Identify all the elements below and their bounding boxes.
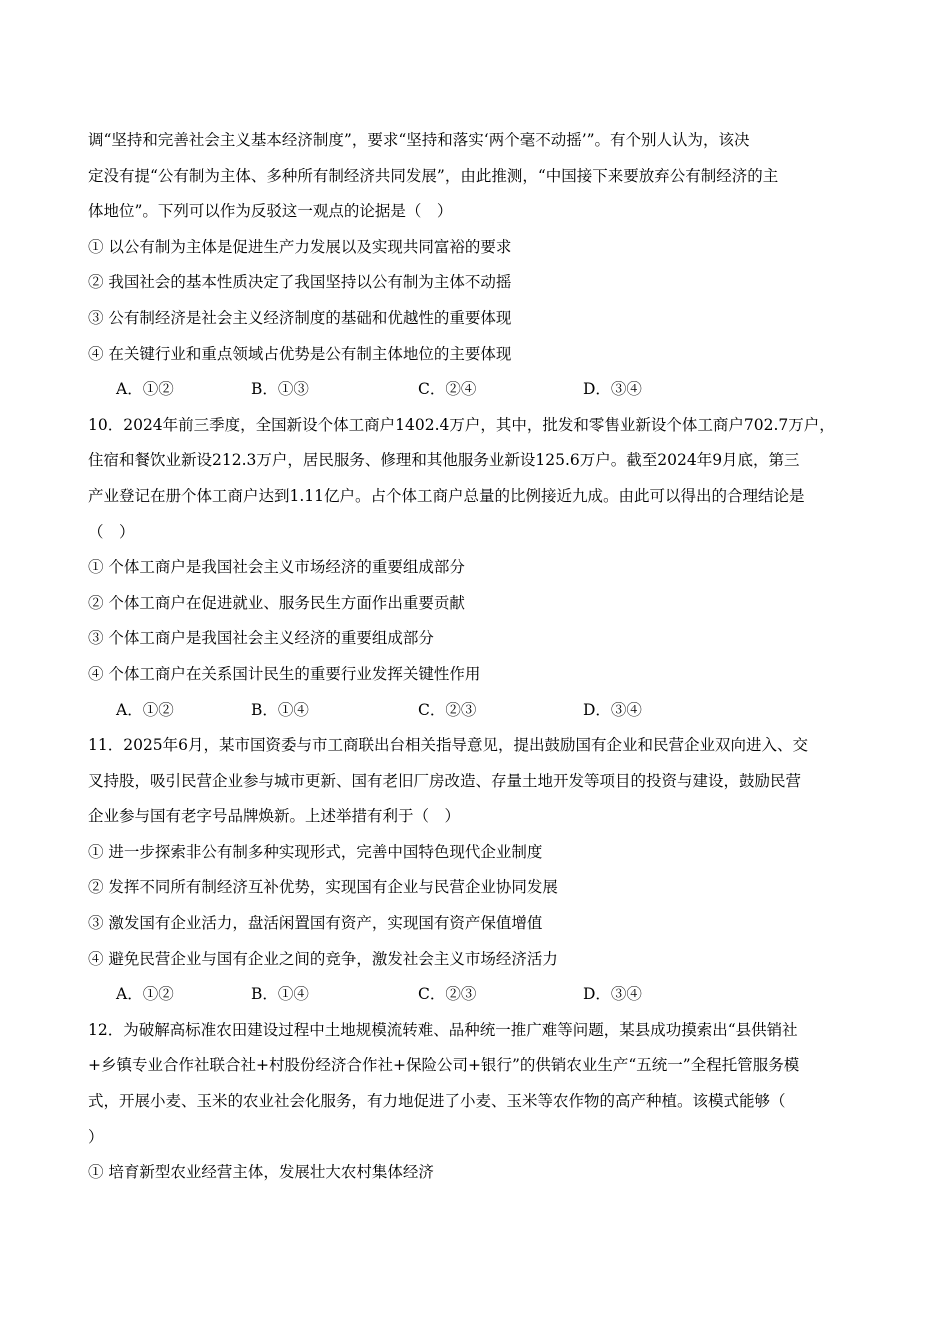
statement-item: ④ 个体工商户在关系国计民生的重要行业发挥关键性作用: [88, 664, 481, 683]
statement-item: ② 我国社会的基本性质决定了我国坚持以公有制为主体不动摇: [88, 273, 512, 292]
option-b[interactable]: B．①③: [251, 380, 309, 399]
option-d[interactable]: D．③④: [583, 985, 642, 1004]
option-d[interactable]: D．③④: [583, 380, 642, 399]
statement-item: ① 培育新型农业经营主体，发展壮大农村集体经济: [88, 1163, 434, 1182]
question-stem-line: （ ）: [88, 522, 135, 541]
question-stem-line: 12．为破解高标准农田建设过程中土地规模流转难、品种统一推广难等问题，某县成功摸索出“县供销社: [88, 1020, 798, 1039]
option-b[interactable]: B．①④: [251, 700, 309, 719]
answer-options: [88, 977, 864, 1013]
option-a[interactable]: A．①②: [116, 985, 174, 1004]
question-stem-line: 10．2024年前三季度，全国新设个体工商户1402.4万户，其中，批发和零售业新设个体工商户702.7万户，: [88, 415, 835, 434]
answer-options: [88, 372, 864, 408]
statement-item: ② 个体工商户在促进就业、服务民生方面作出重要贡献: [88, 593, 465, 612]
question-11: [88, 728, 864, 1013]
statement-item: ④ 避免民营企业与国有企业之间的竞争，激发社会主义市场经济活力: [88, 949, 558, 968]
question-stem-line: 叉持股，吸引民营企业参与城市更新、国有老旧厂房改造、存量土地开发等项目的投资与建设，鼓励民营: [88, 771, 802, 790]
question-stem-line: 产业登记在册个体工商户达到1.11亿户。占个体工商户总量的比例接近九成。由此可以得出的合理结论是: [88, 486, 805, 505]
option-a[interactable]: A．①②: [116, 700, 174, 719]
option-d[interactable]: D．③④: [583, 700, 642, 719]
question-12: [88, 1013, 864, 1191]
option-c[interactable]: C．②③: [418, 985, 477, 1004]
page-content: [88, 123, 864, 1191]
option-a[interactable]: A．①②: [116, 380, 174, 399]
question-stem-line: 住宿和餐饮业新设212.3万户，居民服务、修理和其他服务业新设125.6万户。截至2024年9月底，第三: [88, 451, 800, 470]
statement-item: ① 进一步探索非公有制多种实现形式，完善中国特色现代企业制度: [88, 842, 543, 861]
question-stem-line: 式，开展小麦、玉米的农业社会化服务，有力地促进了小麦、玉米等农作物的高产种植。该模式能够（: [88, 1092, 786, 1111]
question-9: [88, 123, 864, 408]
option-c[interactable]: C．②④: [418, 380, 477, 399]
statement-item: ③ 公有制经济是社会主义经济制度的基础和优越性的重要体现: [88, 308, 512, 327]
answer-options: [88, 693, 864, 729]
question-stem-line: 调“坚持和完善社会主义基本经济制度”，要求“坚持和落实‘两个毫不动摇’”。有个别人认为，该决: [88, 131, 750, 149]
question-stem-line: ）: [88, 1127, 104, 1146]
question-stem-line: 企业参与国有老字号品牌焕新。上述举措有利于（ ）: [88, 807, 461, 826]
statement-item: ③ 个体工商户是我国社会主义经济的重要组成部分: [88, 629, 434, 648]
question-10: [88, 408, 864, 728]
question-stem-line: +乡镇专业合作社联合社+村股份经济合作社+保险公司+银行”的供销农业生产“五统一”全程托管服务模: [88, 1056, 800, 1075]
statement-item: ④ 在关键行业和重点领域占优势是公有制主体地位的主要体现: [88, 344, 512, 363]
statement-item: ① 个体工商户是我国社会主义市场经济的重要组成部分: [88, 558, 465, 577]
question-stem-line: 11．2025年6月，某市国资委与市工商联出台相关指导意见，提出鼓励国有企业和民营企业双向进入、交: [88, 736, 809, 755]
option-b[interactable]: B．①④: [251, 985, 309, 1004]
statement-item: ③ 激发国有企业活力，盘活闲置国有资产，实现国有资产保值增值: [88, 914, 543, 933]
statement-item: ① 以公有制为主体是促进生产力发展以及实现共同富裕的要求: [88, 237, 512, 256]
statement-item: ② 发挥不同所有制经济互补优势，实现国有企业与民营企业协同发展: [88, 878, 558, 897]
question-stem-line: 体地位”。下列可以作为反驳这一观点的论据是（ ）: [88, 202, 453, 221]
question-stem-line: 定没有提“公有制为主体、多种所有制经济共同发展”，由此推测，“中国接下来要放弃公有制经济的主: [88, 166, 779, 185]
option-c[interactable]: C．②③: [418, 700, 477, 719]
